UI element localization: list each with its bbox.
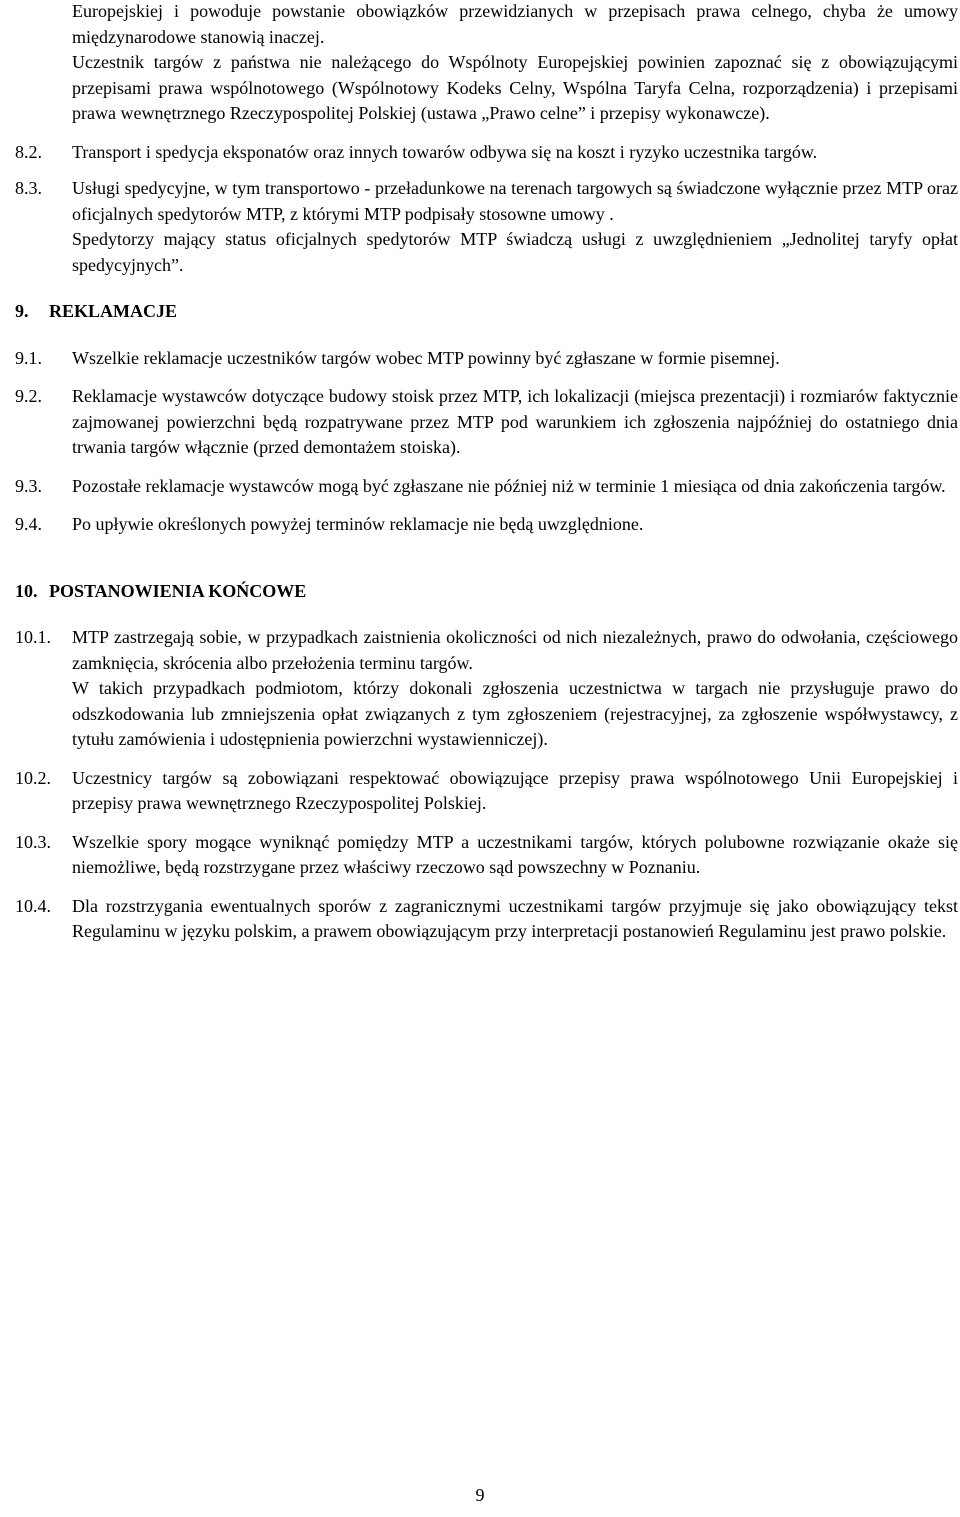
clause-text: Pozostałe reklamacje wystawców mogą być zgłaszane nie później niż w terminie 1 miesiąca od dnia zakończenia targów. [72,475,946,496]
clause-number: 9.4. [15,514,42,534]
clause-text: Transport i spedycja eksponatów oraz innych towarów odbywa się na koszt i ryzyko uczestnika targów. [72,141,818,162]
intro-block [72,0,958,127]
section-title: POSTANOWIENIA KOŃCOWE [49,580,307,601]
clause-9-3 [0,474,960,500]
section-number: 9. [15,301,29,321]
clause-text: Po upływie określonych powyżej terminów reklamacje nie będą uwzględnione. [72,514,644,534]
section-heading-10 [0,579,960,605]
clause-number: 9.3. [15,475,42,496]
clause-text: MTP zastrzegają sobie, w przypadkach zaistnienia okoliczności od nich niezależnych, prawo do odwołania, częściowego zamknięcia, skrócenia albo przełożenia terminu targów. [72,627,958,673]
clause-text: W takich przypadkach podmiotom, którzy dokonali zgłoszenia uczestnictwa w targach nie przysługuje prawo do odszkodowania lub zmniejszenia opłat związanych z tym zgłoszeniem (rejestracyjnej, za zgłoszenie współwystawcy, z tytułu zamówienia i udostępnienia powierzchni wystawienniczej). [72,678,958,749]
clause-number: 10.3. [15,831,51,852]
clause-10-2 [0,766,960,817]
clause-text: Wszelkie reklamacje uczestników targów wobec MTP powinny być zgłaszane w formie pisemnej. [72,347,780,368]
clause-9-1 [0,346,960,372]
clause-number: 10.2. [15,767,51,788]
clause-number: 8.2. [15,141,42,162]
clause-9-2 [0,384,960,461]
clause-text: Dla rozstrzygania ewentualnych sporów z zagranicznymi uczestnikami targów przyjmuje się jako obowiązujący tekst Regulaminu w języku polskim, a prawem obowiązującym przy interpretacji postanowień Regulaminu jest prawo polskie. [72,895,958,941]
clause-number: 9.2. [15,386,42,406]
clause-number: 10.1. [15,627,51,647]
clause-text: Wszelkie spory mogące wyniknąć pomiędzy MTP a uczestnikami targów, których polubowne rozwiązanie okaże się niemożliwe, będą rozstrzygane przez właściwy rzeczowo sąd powszechny w Poznaniu. [72,831,958,877]
clause-9-4 [0,512,960,538]
section-number: 10. [15,580,38,601]
clause-8-2 [0,140,960,166]
clause-text: Usługi spedycyjne, w tym transportowo - przeładunkowe na terenach targowych są świadczone wyłącznie przez MTP oraz oficjalnych spedytorów MTP, z którymi MTP podpisały stosowne umowy . [72,178,958,224]
page-number: 9 [475,1485,485,1505]
clause-8-3 [0,176,960,278]
clause-number: 10.4. [15,895,51,916]
intro-paragraph-1: Europejskiej i powoduje powstanie obowiązków przewidzianych w przepisach prawa celnego, chyba że umowy międzynarodowe stanowią inaczej. [72,1,958,47]
section-heading-9 [0,299,960,325]
clause-10-1 [0,625,960,753]
intro-paragraph-2: Uczestnik targów z państwa nie należącego do Wspólnoty Europejskiej powinien zapoznać się z obowiązującymi przepisami prawa wspólnotowego (Wspólnotowy Kodeks Celny, Wspólna Taryfa Celna, rozporządzenia) i przepisami prawa wewnętrznego Rzeczypospolitej Polskiej (ustawa „Prawo celne” i przepisy wykonawcze). [72,52,958,123]
section-title: REKLAMACJE [49,301,178,321]
clause-text: Spedytorzy mający status oficjalnych spedytorów MTP świadczą usługi z uwzględnieniem „Jednolitej taryfy opłat spedycyjnych”. [72,229,958,275]
clause-number: 9.1. [15,347,42,368]
clause-number: 8.3. [15,178,42,198]
clause-text: Reklamacje wystawców dotyczące budowy stoisk przez MTP, ich lokalizacji (miejsca prezentacji) i rozmiarów faktycznie zajmowanej powierzchni będą rozpatrywane przez MTP pod warunkiem ich zgłoszenia najpóźniej do ostatniego dnia trwania targów włącznie (przed demontażem stoiska). [72,386,958,457]
clause-10-3 [0,830,960,881]
clause-10-4 [0,894,960,945]
clause-text: Uczestnicy targów są zobowiązani respektować obowiązujące przepisy prawa wspólnotowego Unii Europejskiej i przepisy prawa wewnętrznego Rzeczypospolitej Polskiej. [72,767,958,813]
